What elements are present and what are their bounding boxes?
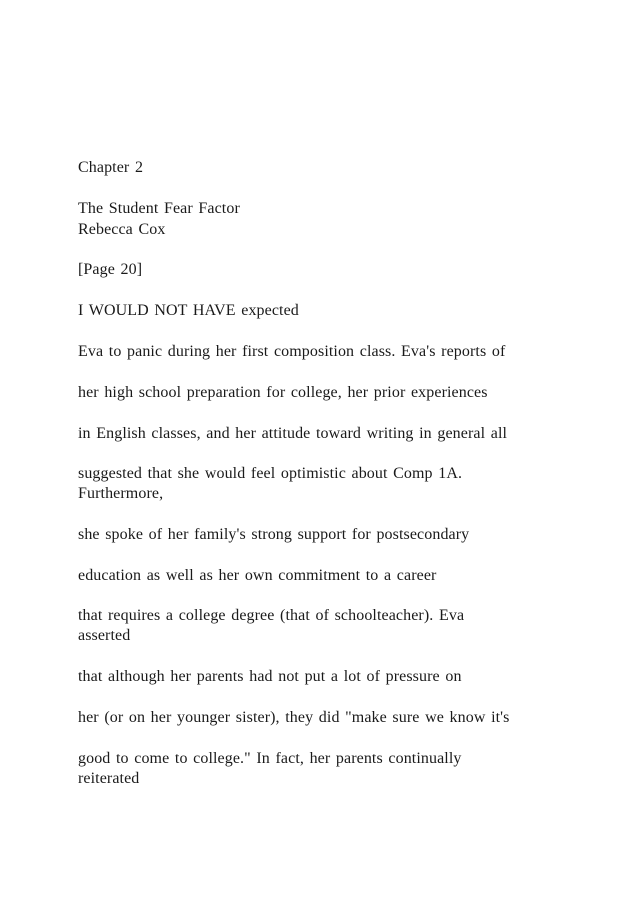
body-line: her (or on her younger sister), they did "make sure we know it's	[78, 709, 510, 726]
body-line: that requires a college degree (that of schoolteacher). Eva	[78, 607, 465, 624]
chapter-title: The Student Fear Factor	[78, 200, 240, 217]
body-line: in English classes, and her attitude toward writing in general all	[78, 425, 508, 442]
chapter-heading: Chapter 2	[78, 159, 144, 176]
body-line: her high school preparation for college, her prior experiences	[78, 384, 488, 401]
body-line: good to come to college." In fact, her parents continually	[78, 750, 462, 767]
body-line: education as well as her own commitment to a career	[78, 567, 437, 584]
page-marker: [Page 20]	[78, 261, 143, 278]
body-line: Eva to panic during her first composition class. Eva's reports of	[78, 343, 506, 360]
body-line: reiterated	[78, 770, 140, 787]
body-line: she spoke of her family's strong support for postsecondary	[78, 526, 470, 543]
body-line: asserted	[78, 627, 131, 644]
author-name: Rebecca Cox	[78, 221, 166, 238]
body-line: suggested that she would feel optimistic about Comp 1A.	[78, 465, 463, 482]
body-line: I WOULD NOT HAVE expected	[78, 302, 299, 319]
body-line: that although her parents had not put a lot of pressure on	[78, 668, 462, 685]
body-line: Furthermore,	[78, 485, 164, 502]
